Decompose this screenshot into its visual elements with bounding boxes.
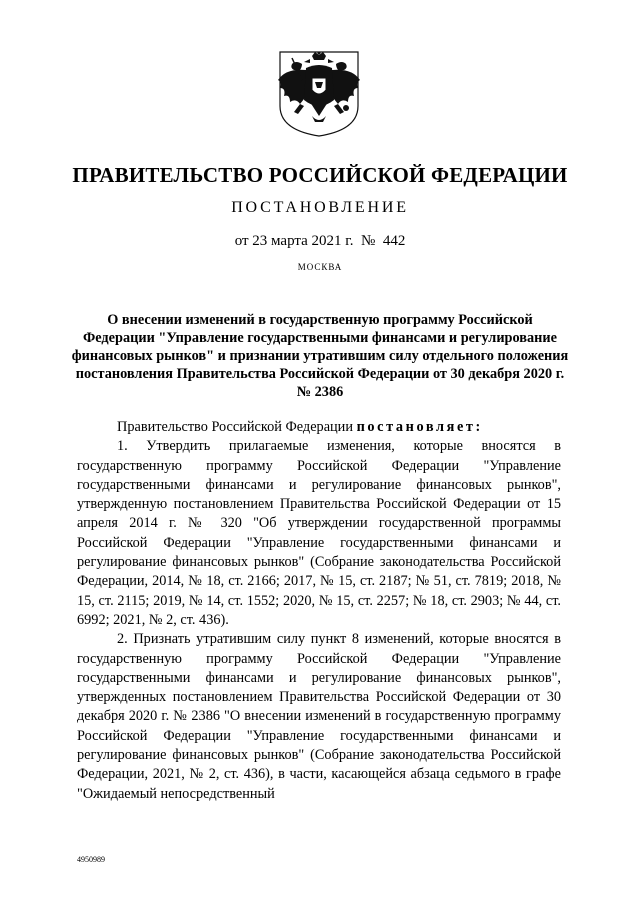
paragraph-2: 2. Признать утратившим силу пункт 8 изменений, которые вносятся в государственную программу Российской Федерации "Управление государственными финансами и регулирование финансовых рынков", утвержденных постановлением Правительства Российской Федерации от 30 декабря 2020 г. № 2386 "О внесении изменений в государственную программу Российской Федерации "Управление государственными финансами и регулирование финансовых рынков" (Собрание законодательства Российской Федерации, 2021, № 2, ст. 436), в части, касающейся абзаца седьмого в графе "Ожидаемый непосредственный <box>77 631 561 802</box>
paragraph-1: 1. Утвердить прилагаемые изменения, которые вносятся в государственную программу Российской Федерации "Управление государственными финансами и регулирование финансовых рынков", утвержденную постановлением Правительства Российской Федерации от 15 апреля 2014 г. № 320 "Об утверждении государственной программы Российской Федерации "Управление государственными финансами и регулирование финансовых рынков" (Собрание законодательства Российской Федерации, 2014, № 18, ст. 2166; 2017, № 15, ст. 2187; № 51, ст. 7819; 2018, № 15, ст. 2115; 2019, № 14, ст. 1552; 2020, № 15, ст. 2257; № 18, ст. 2903; № 44, ст. 6992; 2021, № 2, ст. 436). <box>77 438 561 628</box>
date-and-number: от 23 марта 2021 г. № 442 <box>234 233 406 249</box>
document-body <box>77 418 561 804</box>
government-heading: ПРАВИТЕЛЬСТВО РОССИЙСКОЙ ФЕДЕРАЦИИ <box>72 163 568 187</box>
document-title: О внесении изменений в государственную программу Российской Федерации "Управление государственными финансами и регулирование финансовых рынков" и признании утратившим силу отдельного положения постановления Правительства Российской Федерации от 30 декабря 2020 г. № 2386 <box>71 312 569 400</box>
preamble <box>77 418 561 437</box>
preamble-decree: постановляет: <box>356 419 483 435</box>
city: МОСКВА <box>297 262 343 272</box>
document-id: 4950989 <box>77 855 105 864</box>
preamble-text: Правительство Российской Федерации <box>117 419 357 435</box>
russian-coat-of-arms-icon <box>276 50 362 138</box>
document-type: ПОСТАНОВЛЕНИЕ <box>231 199 409 216</box>
